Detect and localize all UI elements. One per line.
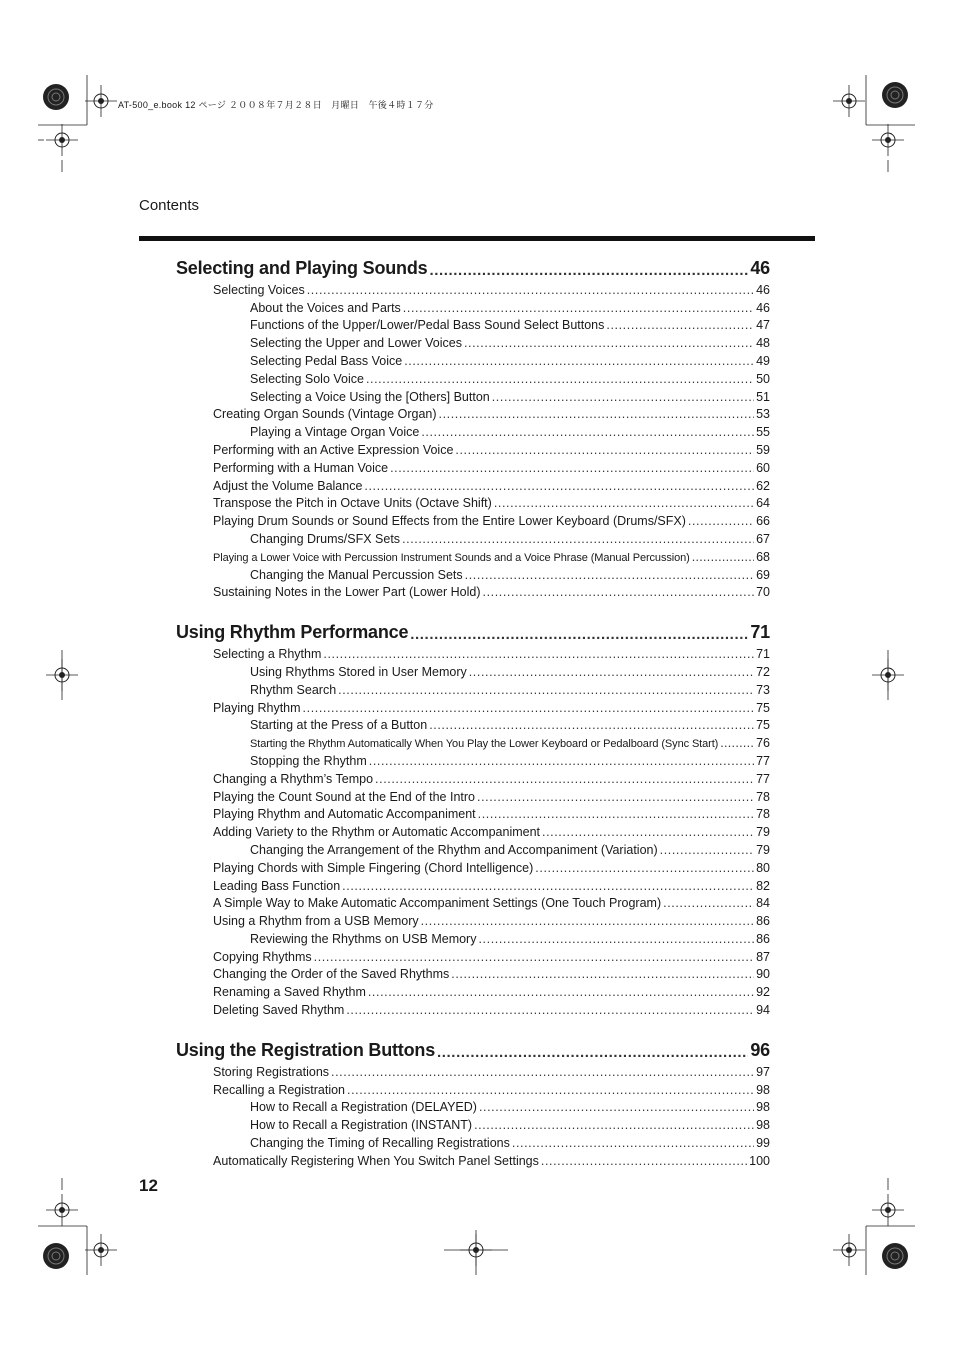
entry-title: Playing Rhythm and Automatic Accompaniment xyxy=(213,807,476,822)
toc-entry[interactable] xyxy=(176,964,770,982)
entry-page: 49 xyxy=(756,353,770,368)
entry-page: 55 xyxy=(756,425,770,440)
entry-page: 51 xyxy=(756,389,770,404)
toc-entry[interactable] xyxy=(176,1150,770,1168)
registration-sun-icon xyxy=(43,1243,69,1269)
dot-leader xyxy=(478,807,754,821)
dot-leader xyxy=(331,1065,754,1079)
dot-leader xyxy=(314,950,754,964)
entry-title: Playing Rhythm xyxy=(213,700,301,715)
entry-page: 69 xyxy=(756,567,770,582)
entry-page: 46 xyxy=(756,300,770,315)
dot-leader xyxy=(338,683,754,697)
entry-page: 80 xyxy=(756,860,770,875)
toc-entry[interactable] xyxy=(176,546,770,564)
entry-page: 53 xyxy=(756,407,770,422)
page-number: 12 xyxy=(139,1176,158,1195)
toc-entry[interactable] xyxy=(176,510,770,528)
toc-entry[interactable] xyxy=(176,315,770,333)
dot-leader xyxy=(451,967,754,981)
entry-title: Performing with an Active Expression Voice xyxy=(213,442,454,457)
toc-section-heading[interactable] xyxy=(176,252,770,279)
section-page: 71 xyxy=(750,622,770,643)
registration-sun-icon xyxy=(43,84,69,110)
toc-entry[interactable] xyxy=(176,404,770,422)
toc-entry[interactable] xyxy=(176,457,770,475)
print-info: AT-500_e.book 12 ページ ２００８年７月２８日 月曜日 午後４時１７分 xyxy=(118,100,434,110)
toc-entry[interactable] xyxy=(176,279,770,297)
dot-leader xyxy=(404,354,754,368)
registration-target-icon xyxy=(85,85,117,117)
dot-leader xyxy=(474,1118,754,1132)
registration-target-icon xyxy=(872,124,904,156)
dot-leader xyxy=(429,262,748,279)
toc-entry[interactable] xyxy=(176,528,770,546)
dot-leader xyxy=(494,496,754,510)
entry-page: 84 xyxy=(756,896,770,911)
entry-page: 73 xyxy=(756,682,770,697)
toc-entry[interactable] xyxy=(176,350,770,368)
toc-entry[interactable] xyxy=(176,1079,770,1097)
entry-title: Rhythm Search xyxy=(250,682,337,697)
toc-entry[interactable] xyxy=(176,1114,770,1132)
dot-leader xyxy=(483,585,755,599)
entry-title: Adding Variety to the Rhythm or Automatic Accompaniment xyxy=(213,825,541,840)
entry-title: Deleting Saved Rhythm xyxy=(213,1003,345,1018)
dot-leader xyxy=(375,772,754,786)
entry-title: Selecting a Rhythm xyxy=(213,647,322,662)
dot-leader xyxy=(455,443,754,457)
entry-page: 79 xyxy=(756,825,770,840)
toc-entry[interactable] xyxy=(176,1132,770,1150)
entry-title: Adjust the Volume Balance xyxy=(213,478,363,493)
dot-leader xyxy=(369,754,754,768)
toc-entry[interactable] xyxy=(176,732,770,750)
toc-entry[interactable] xyxy=(176,1097,770,1115)
entry-page: 98 xyxy=(756,1082,770,1097)
toc-entry[interactable] xyxy=(176,643,770,661)
entry-title: Selecting Voices xyxy=(213,282,305,297)
entry-title: Performing with a Human Voice xyxy=(213,460,389,475)
dot-leader xyxy=(660,843,754,857)
toc-section-heading[interactable] xyxy=(176,616,770,643)
dot-leader xyxy=(366,372,754,386)
registration-target-icon xyxy=(833,1234,865,1266)
dot-leader xyxy=(542,825,754,839)
toc-entry[interactable] xyxy=(176,786,770,804)
entry-page: 60 xyxy=(756,460,770,475)
toc-entry[interactable] xyxy=(176,804,770,822)
entry-page: 98 xyxy=(756,1100,770,1115)
dot-leader xyxy=(663,896,754,910)
entry-page: 100 xyxy=(749,1153,770,1168)
toc-entry[interactable] xyxy=(176,875,770,893)
entry-title: Changing the Order of the Saved Rhythms xyxy=(213,967,450,982)
dot-leader xyxy=(606,318,754,332)
dot-leader xyxy=(492,390,754,404)
entry-page: 71 xyxy=(756,647,770,662)
dot-leader xyxy=(421,914,754,928)
toc-section xyxy=(176,1034,770,1168)
dot-leader xyxy=(342,879,754,893)
registration-sun-icon xyxy=(882,82,908,108)
entry-page: 99 xyxy=(756,1136,770,1151)
dot-leader xyxy=(692,550,754,564)
table-of-contents xyxy=(176,252,770,1185)
entry-page: 78 xyxy=(756,789,770,804)
registration-target-icon xyxy=(85,1234,117,1266)
entry-title: Storing Registrations xyxy=(213,1064,330,1079)
entry-title: Playing Drum Sounds or Sound Effects from the Entire Lower Keyboard (Drums/SFX) xyxy=(213,514,686,529)
entry-title: Playing a Lower Voice with Percussion Instrument Sounds and a Voice Phrase (Manual Percussion) xyxy=(213,551,690,564)
toc-entry[interactable] xyxy=(176,439,770,457)
toc-entry[interactable] xyxy=(176,981,770,999)
entry-title: How to Recall a Registration (DELAYED) xyxy=(250,1100,477,1115)
toc-section xyxy=(176,252,770,599)
entry-title: Reviewing the Rhythms on USB Memory xyxy=(250,931,477,946)
toc-entry[interactable] xyxy=(176,582,770,600)
toc-entry[interactable] xyxy=(176,368,770,386)
entry-page: 46 xyxy=(756,282,770,297)
dot-leader xyxy=(535,861,754,875)
toc-section xyxy=(176,616,770,1017)
section-page: 96 xyxy=(750,1040,770,1061)
dot-leader xyxy=(347,1083,754,1097)
entry-page: 94 xyxy=(756,1003,770,1018)
dot-leader xyxy=(390,461,754,475)
entry-page: 86 xyxy=(756,914,770,929)
dot-leader xyxy=(478,932,754,946)
dot-leader xyxy=(307,283,754,297)
entry-page: 82 xyxy=(756,878,770,893)
dot-leader xyxy=(429,718,754,732)
entry-title: Selecting Solo Voice xyxy=(250,371,364,386)
section-page: 46 xyxy=(750,258,770,278)
dot-leader xyxy=(410,626,748,643)
dot-leader xyxy=(465,568,754,582)
dot-leader xyxy=(688,514,754,528)
entry-page: 50 xyxy=(756,371,770,386)
entry-page: 97 xyxy=(756,1064,770,1079)
entry-title: Using Rhythms Stored in User Memory xyxy=(250,664,467,679)
toc-entry[interactable] xyxy=(176,493,770,511)
toc-entry[interactable] xyxy=(176,821,770,839)
entry-title: Playing Chords with Simple Fingering (Chord Intelligence) xyxy=(213,860,534,875)
entry-page: 67 xyxy=(756,531,770,546)
entry-title: Using a Rhythm from a USB Memory xyxy=(213,914,419,929)
dot-leader xyxy=(402,532,754,546)
toc-entry[interactable] xyxy=(176,697,770,715)
registration-target-icon xyxy=(46,124,78,156)
toc-entry[interactable] xyxy=(176,999,770,1017)
entry-title: Selecting the Upper and Lower Voices xyxy=(250,336,462,351)
section-title: Selecting and Playing Sounds xyxy=(176,258,428,278)
toc-entry[interactable] xyxy=(176,750,770,768)
entry-title: Sustaining Notes in the Lower Part (Lower Hold) xyxy=(213,585,481,600)
entry-page: 86 xyxy=(756,931,770,946)
entry-title: Starting the Rhythm Automatically When You Play the Lower Keyboard or Pedalboard (Sync Start) xyxy=(250,738,719,751)
header-rule xyxy=(139,236,815,241)
toc-entry[interactable] xyxy=(176,839,770,857)
dot-leader xyxy=(403,301,754,315)
dot-leader xyxy=(512,1136,754,1150)
registration-target-icon xyxy=(46,1194,78,1226)
toc-section-heading[interactable] xyxy=(176,1034,770,1061)
toc-entry[interactable] xyxy=(176,332,770,350)
entry-title: Copying Rhythms xyxy=(213,949,312,964)
entry-page: 68 xyxy=(756,549,770,564)
dot-leader xyxy=(464,336,754,350)
entry-title: Renaming a Saved Rhythm xyxy=(213,985,366,1000)
dot-leader xyxy=(303,701,755,715)
dot-leader xyxy=(469,665,754,679)
dot-leader xyxy=(368,985,754,999)
dot-leader xyxy=(364,479,754,493)
entry-page: 70 xyxy=(756,585,770,600)
entry-page: 92 xyxy=(756,985,770,1000)
entry-title: Functions of the Upper/Lower/Pedal Bass Sound Select Buttons xyxy=(250,318,605,333)
entry-title: Changing Drums/SFX Sets xyxy=(250,531,401,546)
entry-title: Selecting Pedal Bass Voice xyxy=(250,353,403,368)
dot-leader xyxy=(720,736,754,750)
entry-page: 64 xyxy=(756,496,770,511)
toc-entry[interactable] xyxy=(176,421,770,439)
entry-title: Recalling a Registration xyxy=(213,1082,346,1097)
entry-title: Creating Organ Sounds (Vintage Organ) xyxy=(213,407,437,422)
toc-entry[interactable] xyxy=(176,946,770,964)
toc-entry[interactable] xyxy=(176,857,770,875)
entry-page: 66 xyxy=(756,514,770,529)
toc-entry[interactable] xyxy=(176,386,770,404)
toc-entry[interactable] xyxy=(176,661,770,679)
toc-entry[interactable] xyxy=(176,1061,770,1079)
toc-entry[interactable] xyxy=(176,475,770,493)
entry-title: Stopping the Rhythm xyxy=(250,753,367,768)
entry-page: 72 xyxy=(756,664,770,679)
dot-leader xyxy=(323,647,754,661)
toc-entry[interactable] xyxy=(176,768,770,786)
entry-title: Changing the Arrangement of the Rhythm and Accompaniment (Variation) xyxy=(250,842,658,857)
entry-title: Playing a Vintage Organ Voice xyxy=(250,425,420,440)
dot-leader xyxy=(479,1100,754,1114)
toc-entry[interactable] xyxy=(176,715,770,733)
entry-title: Changing the Manual Percussion Sets xyxy=(250,567,463,582)
section-title: Using Rhythm Performance xyxy=(176,622,409,643)
registration-target-icon xyxy=(872,1194,904,1226)
entry-page: 76 xyxy=(756,736,770,751)
entry-title: Selecting a Voice Using the [Others] Button xyxy=(250,389,490,404)
entry-page: 59 xyxy=(756,442,770,457)
dot-leader xyxy=(437,1044,748,1061)
entry-page: 75 xyxy=(756,718,770,733)
entry-page: 98 xyxy=(756,1118,770,1133)
entry-title: A Simple Way to Make Automatic Accompaniment Settings (One Touch Program) xyxy=(213,896,662,911)
dot-leader xyxy=(421,425,754,439)
entry-title: Changing a Rhythm’s Tempo xyxy=(213,771,374,786)
entry-title: Changing the Timing of Recalling Registrations xyxy=(250,1136,510,1151)
toc-entry[interactable] xyxy=(176,564,770,582)
entry-page: 48 xyxy=(756,336,770,351)
registration-sun-icon xyxy=(882,1243,908,1269)
toc-entry[interactable] xyxy=(176,910,770,928)
toc-entry[interactable] xyxy=(176,893,770,911)
entry-title: How to Recall a Registration (INSTANT) xyxy=(250,1118,473,1133)
dot-leader xyxy=(439,407,755,421)
dot-leader xyxy=(346,1003,754,1017)
dot-leader xyxy=(477,790,754,804)
entry-title: Automatically Registering When You Switch Panel Settings xyxy=(213,1153,539,1168)
entry-title: About the Voices and Parts xyxy=(250,300,401,315)
entry-page: 87 xyxy=(756,949,770,964)
section-title: Using the Registration Buttons xyxy=(176,1040,435,1061)
entry-page: 90 xyxy=(756,967,770,982)
entry-title: Leading Bass Function xyxy=(213,878,341,893)
toc-entry[interactable] xyxy=(176,679,770,697)
registration-target-icon xyxy=(833,85,865,117)
entry-page: 77 xyxy=(756,771,770,786)
entry-page: 79 xyxy=(756,842,770,857)
entry-page: 78 xyxy=(756,807,770,822)
entry-page: 75 xyxy=(756,700,770,715)
entry-page: 77 xyxy=(756,753,770,768)
entry-title: Starting at the Press of a Button xyxy=(250,718,428,733)
entry-title: Transpose the Pitch in Octave Units (Octave Shift) xyxy=(213,496,492,511)
toc-entry[interactable] xyxy=(176,928,770,946)
entry-page: 47 xyxy=(756,318,770,333)
toc-entry[interactable] xyxy=(176,297,770,315)
entry-title: Playing the Count Sound at the End of the Intro xyxy=(213,789,475,804)
running-header: Contents xyxy=(139,197,200,214)
dot-leader xyxy=(541,1154,747,1168)
entry-page: 62 xyxy=(756,478,770,493)
